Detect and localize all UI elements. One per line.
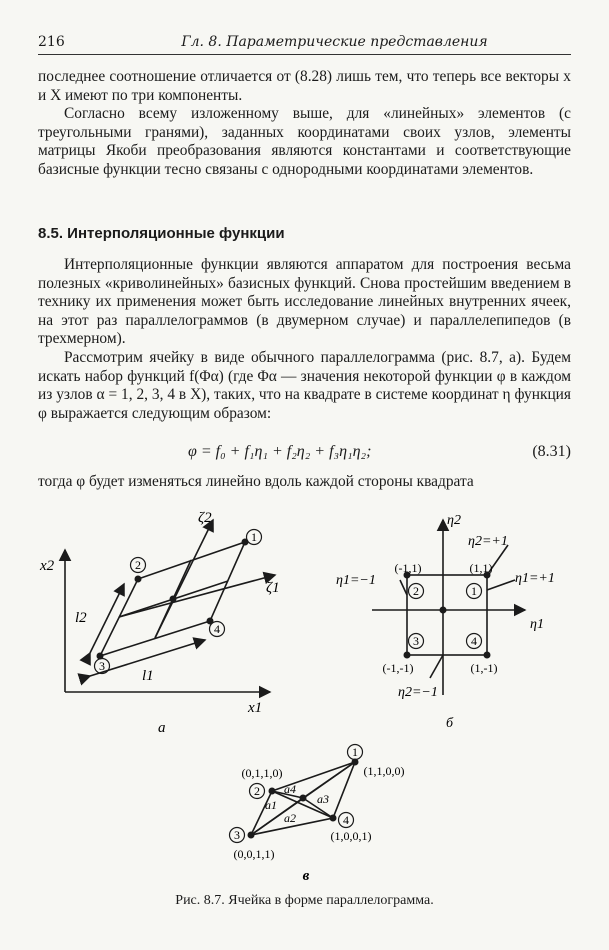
node-label: 2	[135, 558, 141, 572]
panel-a-points	[97, 539, 249, 660]
leader	[430, 655, 443, 678]
x2-label: x2	[40, 558, 55, 574]
node-label: 4	[471, 634, 477, 648]
node-label: 2	[254, 784, 260, 798]
section-text	[38, 256, 571, 423]
corner-label: (1,1)	[469, 561, 493, 575]
paragraph: последнее соотношение отличается от (8.28) лишь тем, что теперь все векторы x и X имеют по три компоненты.	[38, 68, 571, 104]
area-label: a4	[284, 782, 296, 796]
node-label: 1	[352, 745, 358, 759]
corner-label: (1,-1)	[470, 661, 498, 675]
equation-number: (8.31)	[532, 443, 571, 460]
corner-label: (-1,-1)	[382, 661, 414, 675]
node-label: 1	[251, 530, 257, 544]
node-label: 1	[471, 584, 477, 598]
node-label: 3	[234, 828, 240, 842]
eta2-bottom-label: η2=−1	[398, 685, 438, 700]
paragraph: тогда φ будет изменяться линейно вдоль каждой стороны квадрата	[38, 473, 474, 490]
eta1-label: η1	[530, 617, 544, 632]
coord-label: (1,0,0,1)	[330, 829, 372, 843]
intro-text	[38, 68, 571, 180]
zeta1-axis	[119, 575, 275, 617]
coord-label: (1,1,0,0)	[363, 764, 405, 778]
l2-label: l2	[75, 610, 87, 626]
leader	[487, 580, 515, 590]
zeta2-axis	[155, 520, 213, 638]
area-label: a2	[284, 811, 296, 825]
node-label: 4	[214, 622, 220, 636]
section-heading: 8.5. Интерполяционные функции	[38, 225, 285, 242]
eta2-top-label: η2=+1	[468, 534, 508, 549]
node-label: 3	[99, 659, 105, 673]
panel-a-parallelogram	[65, 520, 275, 692]
coord-label: (0,0,1,1)	[233, 847, 275, 861]
eta1-right-label: η1=+1	[515, 571, 555, 586]
area-label: a3	[317, 792, 329, 806]
paragraph: Интерполяционные функции являются аппаратом для построения весьма полезных «криволинейных» базисных функций. Снова простейшим введением в технику их применения может быть исследование линейных внутренних ячеек, на этот раз параллелограммов (в двумерном случае) и параллелепипедов (в трехмерном).	[38, 256, 571, 348]
leader	[400, 580, 407, 595]
panel-a-caption: а	[158, 720, 166, 736]
zeta2-label: ζ2	[198, 510, 212, 526]
paragraph: Рассмотрим ячейку в виде обычного параллелограмма (рис. 8.7, а). Будем искать набор функций f(Φα) (где Φα — значения некоторой функции φ в каждом из узлов α = 1, 2, 3, 4 в X), таких, что на квадрате в системе координат η функция φ выражается следующим образом:	[38, 348, 571, 422]
chapter-title: Гл. 8. Параметрические представления	[181, 34, 488, 50]
zeta1-label: ζ1	[266, 580, 280, 596]
paragraph: Согласно всему изложенному выше, для «линейных» элементов (с треугольными гранями), заданных координатами своих узлов, элементы матрицы Якоби преобразования являются константами и соответствующие базисные функции тесно связаны с однородными координатами элементов.	[38, 105, 571, 178]
node-label: 3	[413, 634, 419, 648]
panel-b-caption: б	[446, 716, 454, 731]
node-label: 2	[413, 584, 419, 598]
coord-label: (0,1,1,0)	[241, 766, 283, 780]
figure-8-7	[0, 500, 609, 890]
node-label: 4	[343, 813, 349, 827]
page-number: 216	[38, 34, 65, 50]
panel-c-caption: в	[302, 868, 310, 884]
formula-expression: φ = f₀ + f₁η₁ + f₂η₂ + f₃η₁η₂;	[188, 443, 372, 460]
corner-label: (-1,1)	[394, 561, 422, 575]
eta2-label: η2	[447, 513, 461, 528]
x1-label: x1	[248, 700, 263, 716]
l1-label: l1	[142, 668, 154, 684]
eta1-left-label: η1=−1	[336, 573, 376, 588]
running-header	[38, 34, 571, 55]
area-label: a1	[265, 798, 277, 812]
figure-caption: Рис. 8.7. Ячейка в форме параллелограмма.	[175, 893, 434, 908]
